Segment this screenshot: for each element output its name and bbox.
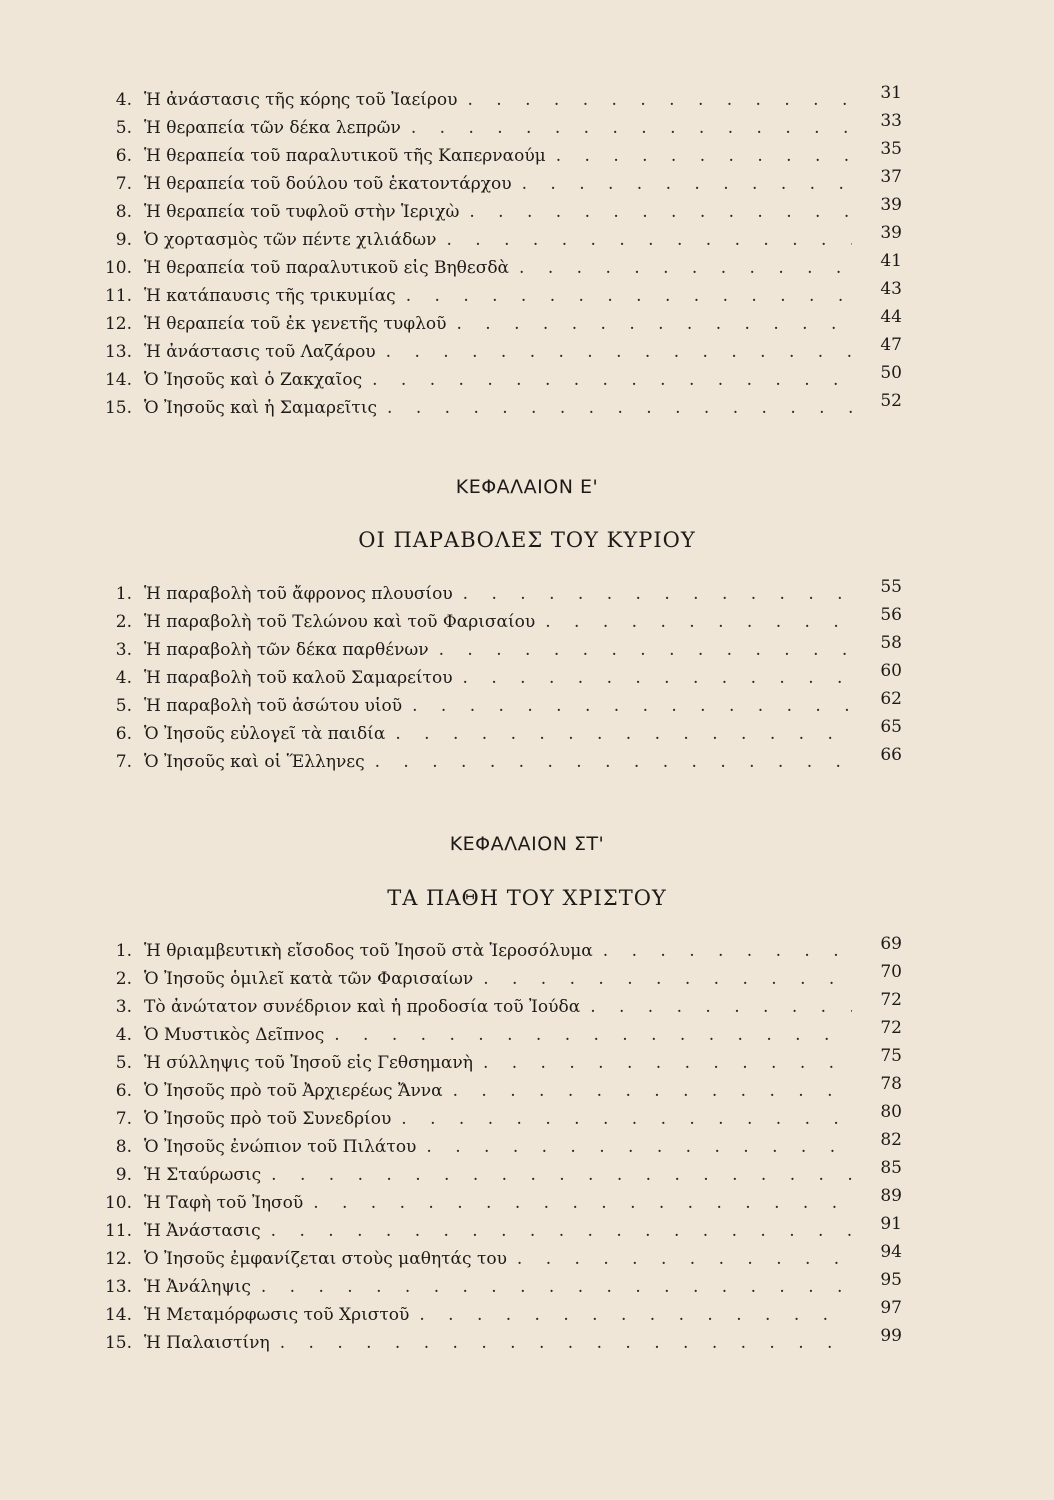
- entry-page-number: 99: [880, 1326, 902, 1346]
- chapter-5-title: ΟΙ ΠΑΡΑΒΟΛΕΣ ΤΟΥ ΚΥΡΙΟΥ: [358, 528, 696, 552]
- toc-entry: [92, 167, 902, 198]
- entry-number: 3.: [115, 997, 132, 1017]
- entry-page-number: 94: [880, 1242, 902, 1262]
- toc-entry: [92, 990, 902, 1021]
- entry-page-number: 50: [880, 363, 902, 383]
- entry-page-number: 69: [880, 934, 902, 954]
- toc-entry: [92, 962, 902, 993]
- chapter-5-label: ΚΕΦΑΛΑΙΟΝ Ε': [455, 476, 599, 498]
- dot-leader: [469, 198, 852, 226]
- dot-leader: [271, 1161, 852, 1189]
- dot-leader: [261, 1273, 852, 1301]
- entry-number: 1.: [115, 941, 132, 961]
- entry-page-number: 80: [880, 1102, 902, 1122]
- toc-entry: [92, 1158, 902, 1189]
- entry-title: Ὁ Ἰησοῦς καὶ οἱ Ἕλληνες: [144, 752, 365, 772]
- dot-leader: [603, 937, 852, 965]
- entry-title: Ἡ ἀνάστασις τοῦ Λαζάρου: [144, 342, 376, 362]
- toc-entry: [92, 934, 902, 965]
- entry-page-number: 52: [880, 391, 902, 411]
- toc-section-parables: [92, 577, 902, 776]
- entry-number: 13.: [104, 342, 132, 362]
- toc-entry: [92, 661, 902, 692]
- entry-page-number: 62: [880, 689, 902, 709]
- dot-leader: [412, 692, 852, 720]
- entry-number: 1.: [115, 584, 132, 604]
- toc-entry: [92, 279, 902, 310]
- entry-title: Ἡ παραβολὴ τοῦ Τελώνου καὶ τοῦ Φαρισαίου: [144, 612, 536, 632]
- toc-entry: [92, 1102, 902, 1133]
- entry-number: 14.: [104, 370, 132, 390]
- entry-title: Ὁ Ἰησοῦς πρὸ τοῦ Συνεδρίου: [144, 1109, 392, 1129]
- entry-page-number: 82: [880, 1130, 902, 1150]
- dot-leader: [545, 608, 852, 636]
- dot-leader: [375, 748, 852, 776]
- entry-title: Ἡ θριαμβευτικὴ εἴσοδος τοῦ Ἰησοῦ στὰ Ἱεροσόλυμα: [144, 941, 593, 961]
- entry-number: 4.: [115, 90, 132, 110]
- entry-page-number: 31: [880, 83, 902, 103]
- entry-title: Ὁ Ἰησοῦς καὶ ὁ Ζακχαῖος: [144, 370, 363, 390]
- entry-title: Ἡ Ἀνάληψις: [144, 1277, 251, 1297]
- entry-title: Ἡ Μεταμόρφωσις τοῦ Χριστοῦ: [144, 1305, 410, 1325]
- entry-number: 14.: [104, 1305, 132, 1325]
- entry-number: 7.: [115, 1109, 132, 1129]
- entry-page-number: 41: [880, 251, 902, 271]
- entry-title: Ὁ Ἰησοῦς πρὸ τοῦ Ἀρχιερέως Ἄννα: [144, 1081, 443, 1101]
- toc-entry: [92, 195, 902, 226]
- entry-title: Ὁ Ἰησοῦς καὶ ἡ Σαμαρεῖτις: [144, 398, 378, 418]
- entry-page-number: 91: [880, 1214, 902, 1234]
- entry-title: Ἡ θεραπεία τοῦ δούλου τοῦ ἑκατοντάρχου: [144, 174, 512, 194]
- entry-page-number: 56: [880, 605, 902, 625]
- entry-title: Ὁ Ἰησοῦς ὁμιλεῖ κατὰ τῶν Φαρισαίων: [144, 969, 474, 989]
- toc-entry: [92, 1046, 902, 1077]
- dot-leader: [419, 1301, 852, 1329]
- entry-title: Ἡ θεραπεία τοῦ παραλυτικοῦ εἰς Βηθεσδὰ: [144, 258, 510, 278]
- entry-title: Ἡ θεραπεία τῶν δέκα λεπρῶν: [144, 118, 401, 138]
- toc-entry: [92, 633, 902, 664]
- entry-number: 6.: [115, 146, 132, 166]
- toc-entry: [92, 1242, 902, 1273]
- entry-number: 2.: [115, 612, 132, 632]
- entry-title: Ἡ Ταφὴ τοῦ Ἰησοῦ: [144, 1193, 304, 1213]
- dot-leader: [386, 338, 852, 366]
- entry-title: Ἡ Ἀνάστασις: [144, 1221, 261, 1241]
- dot-leader: [439, 636, 852, 664]
- entry-number: 13.: [104, 1277, 132, 1297]
- entry-number: 9.: [115, 230, 132, 250]
- toc-entry: [92, 1130, 902, 1161]
- dot-leader: [411, 114, 852, 142]
- toc-entry: [92, 717, 902, 748]
- dot-leader: [467, 86, 852, 114]
- entry-title: Τὸ ἀνώτατον συνέδριον καὶ ἡ προδοσία τοῦ Ἰούδα: [144, 997, 581, 1017]
- entry-number: 8.: [115, 1137, 132, 1157]
- entry-page-number: 70: [880, 962, 902, 982]
- entry-number: 8.: [115, 202, 132, 222]
- entry-number: 6.: [115, 1081, 132, 1101]
- entry-page-number: 75: [880, 1046, 902, 1066]
- toc-entry: [92, 745, 902, 776]
- dot-leader: [313, 1189, 852, 1217]
- entry-page-number: 33: [880, 111, 902, 131]
- entry-page-number: 43: [880, 279, 902, 299]
- entry-number: 15.: [104, 1333, 132, 1353]
- toc-entry: [92, 307, 902, 338]
- toc-entry: [92, 605, 902, 636]
- entry-number: 6.: [115, 724, 132, 744]
- entry-title: Ὁ χορτασμὸς τῶν πέντε χιλιάδων: [144, 230, 437, 250]
- dot-leader: [483, 1049, 852, 1077]
- toc-entry: [92, 83, 902, 114]
- dot-leader: [334, 1021, 852, 1049]
- entry-title: Ἡ παραβολὴ τῶν δέκα παρθένων: [144, 640, 429, 660]
- toc-entry: [92, 1298, 902, 1329]
- entry-number: 4.: [115, 668, 132, 688]
- entry-page-number: 65: [880, 717, 902, 737]
- entry-page-number: 37: [880, 167, 902, 187]
- entry-title: Ἡ ἀνάστασις τῆς κόρης τοῦ Ἰαείρου: [144, 90, 458, 110]
- entry-title: Ἡ Παλαιστίνη: [144, 1333, 270, 1353]
- chapter-6-label: ΚΕΦΑΛΑΙΟΝ ΣΤ': [449, 833, 605, 855]
- dot-leader: [406, 282, 852, 310]
- entry-page-number: 35: [880, 139, 902, 159]
- dot-leader: [372, 366, 852, 394]
- entry-title: Ὁ Ἰησοῦς εὐλογεῖ τὰ παιδία: [144, 724, 386, 744]
- entry-page-number: 47: [880, 335, 902, 355]
- entry-page-number: 44: [880, 307, 902, 327]
- entry-title: Ἡ παραβολὴ τοῦ ἀσώτου υἱοῦ: [144, 696, 403, 716]
- dot-leader: [483, 965, 852, 993]
- entry-number: 11.: [104, 1221, 132, 1241]
- dot-leader: [522, 170, 852, 198]
- entry-title: Ὁ Ἰησοῦς ἐνώπιον τοῦ Πιλάτου: [144, 1137, 417, 1157]
- entry-page-number: 66: [880, 745, 902, 765]
- entry-number: 2.: [115, 969, 132, 989]
- entry-number: 7.: [115, 174, 132, 194]
- entry-title: Ἡ Σταύρωσις: [144, 1165, 262, 1185]
- entry-title: Ἡ παραβολὴ τοῦ καλοῦ Σαμαρείτου: [144, 668, 453, 688]
- entry-page-number: 55: [880, 577, 902, 597]
- toc-entry: [92, 335, 902, 366]
- entry-number: 9.: [115, 1165, 132, 1185]
- entry-title: Ἡ σύλληψις τοῦ Ἰησοῦ εἰς Γεθσημανὴ: [144, 1053, 473, 1073]
- toc-entry: [92, 1326, 902, 1357]
- dot-leader: [387, 394, 852, 422]
- entry-page-number: 95: [880, 1270, 902, 1290]
- toc-entry: [92, 689, 902, 720]
- toc-entry: [92, 1018, 902, 1049]
- entry-title: Ὁ Μυστικὸς Δεῖπνος: [144, 1025, 325, 1045]
- toc-entry: [92, 251, 902, 282]
- toc-entry: [92, 139, 902, 170]
- toc-section-miracles: [92, 83, 902, 422]
- entry-number: 3.: [115, 640, 132, 660]
- dot-leader: [426, 1133, 852, 1161]
- entry-page-number: 97: [880, 1298, 902, 1318]
- entry-title: Ἡ παραβολὴ τοῦ ἄφρονος πλουσίου: [144, 584, 453, 604]
- toc-entry: [92, 111, 902, 142]
- toc-entry: [92, 1074, 902, 1105]
- entry-page-number: 78: [880, 1074, 902, 1094]
- dot-leader: [463, 580, 852, 608]
- entry-number: 10.: [104, 258, 132, 278]
- dot-leader: [463, 664, 852, 692]
- dot-leader: [556, 142, 852, 170]
- toc-entry: [92, 1270, 902, 1301]
- entry-page-number: 89: [880, 1186, 902, 1206]
- entry-page-number: 72: [880, 990, 902, 1010]
- entry-number: 10.: [104, 1193, 132, 1213]
- dot-leader: [401, 1105, 852, 1133]
- entry-number: 5.: [115, 1053, 132, 1073]
- entry-number: 15.: [104, 398, 132, 418]
- entry-number: 4.: [115, 1025, 132, 1045]
- dot-leader: [271, 1217, 852, 1245]
- entry-title: Ἡ θεραπεία τοῦ παραλυτικοῦ τῆς Καπερναούμ: [144, 146, 546, 166]
- dot-leader: [519, 254, 852, 282]
- toc-entry: [92, 577, 902, 608]
- dot-leader: [517, 1245, 852, 1273]
- toc-entry: [92, 223, 902, 254]
- dot-leader: [453, 1077, 852, 1105]
- toc-entry: [92, 363, 902, 394]
- dot-leader: [590, 993, 852, 1021]
- entry-page-number: 60: [880, 661, 902, 681]
- entry-title: Ἡ κατάπαυσις τῆς τρικυμίας: [144, 286, 396, 306]
- entry-title: Ἡ θεραπεία τοῦ τυφλοῦ στὴν Ἱεριχὼ: [144, 202, 460, 222]
- entry-number: 11.: [104, 286, 132, 306]
- dot-leader: [280, 1329, 852, 1357]
- entry-page-number: 58: [880, 633, 902, 653]
- entry-page-number: 39: [880, 223, 902, 243]
- toc-section-passion: [92, 934, 902, 1357]
- entry-page-number: 85: [880, 1158, 902, 1178]
- entry-number: 5.: [115, 118, 132, 138]
- dot-leader: [395, 720, 852, 748]
- entry-page-number: 72: [880, 1018, 902, 1038]
- toc-entry: [92, 391, 902, 422]
- toc-entry: [92, 1186, 902, 1217]
- entry-number: 12.: [104, 314, 132, 334]
- entry-number: 7.: [115, 752, 132, 772]
- dot-leader: [447, 226, 853, 254]
- entry-title: Ἡ θεραπεία τοῦ ἐκ γενετῆς τυφλοῦ: [144, 314, 447, 334]
- chapter-6-title: ΤΑ ΠΑΘΗ ΤΟΥ ΧΡΙΣΤΟΥ: [387, 886, 667, 910]
- entry-number: 5.: [115, 696, 132, 716]
- toc-entry: [92, 1214, 902, 1245]
- entry-page-number: 39: [880, 195, 902, 215]
- entry-number: 12.: [104, 1249, 132, 1269]
- dot-leader: [456, 310, 852, 338]
- entry-title: Ὁ Ἰησοῦς ἐμφανίζεται στοὺς μαθητάς του: [144, 1249, 507, 1269]
